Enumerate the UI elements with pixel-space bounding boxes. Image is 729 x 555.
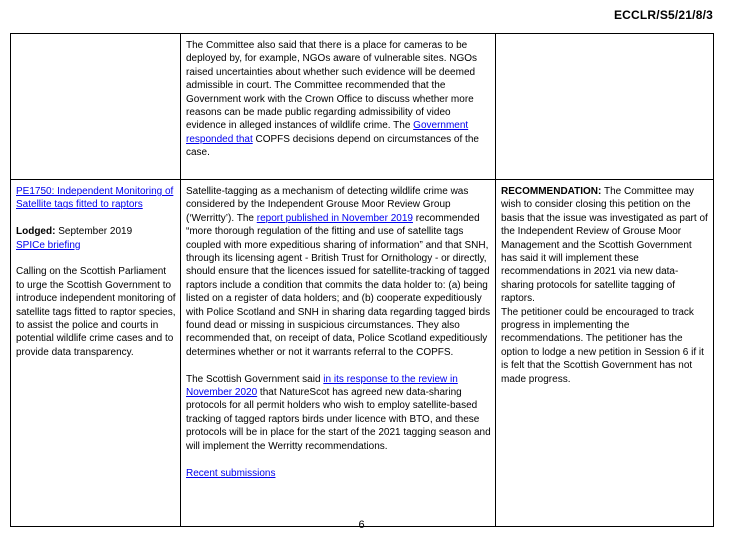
report-november-2019-link[interactable]: report published in November 2019: [256, 212, 413, 224]
text-run: The Scottish Government said: [186, 373, 324, 385]
table-row-pe1750: [11, 180, 714, 527]
recommendation-label: RECOMMENDATION:: [501, 186, 602, 197]
petition-table: [10, 33, 714, 527]
government-responded-link[interactable]: Government responded that: [186, 120, 469, 145]
page-number: 6: [358, 519, 365, 531]
paragraph-recommendation: [501, 185, 709, 306]
table-row-previous-petition: [11, 34, 714, 180]
recent-submissions-link[interactable]: Recent submissions: [186, 467, 276, 479]
paragraph-government-response: [186, 373, 491, 453]
paragraph-petition-title: [16, 185, 176, 212]
paragraph-petition-summary: Calling on the Scottish Parliament to urge the Scottish Government to introduce independent monitoring of satellite tags fitted to raptor species, to assist the police and courts in potential wildlife crime cases and to provide data transparency.: [16, 266, 176, 358]
text-run: Satellite-tagging as a mechanism of detecting wildlife crime was considered by the Independent Grouse Moor Review Group (‘Werritty’). The: [186, 186, 469, 224]
paragraph-werritty-review: [186, 185, 491, 359]
cell-petition-background: [181, 180, 496, 527]
document-reference: ECCLR/S5/21/8/3: [613, 8, 713, 22]
paragraph-recent-submissions: [186, 467, 491, 480]
petition-pe1750-link[interactable]: PE1750: Independent Monitoring of Satellite tags fitted to raptors: [16, 186, 174, 211]
paragraph-petitioner-options: The petitioner could be encouraged to track progress in implementing the recommendations. The petitioner has the option to lodge a new petition in Session 6 if it is felt that the Scottish Government has not made progress.: [501, 306, 704, 385]
lodged-value: September 2019: [55, 226, 133, 238]
paragraph-cameras: [186, 39, 491, 160]
cell-recommendation: [496, 180, 714, 527]
response-november-2020-link[interactable]: in its response to the review in November 2020: [186, 373, 458, 399]
lodged-label: Lodged:: [16, 226, 56, 238]
paragraph-spice-briefing: [16, 239, 176, 252]
paragraph-lodged: [16, 225, 176, 238]
cell-row1-right-empty: [496, 34, 714, 180]
cell-row1-committee-cameras: [181, 34, 496, 180]
text-run: recommended “more thorough regulation of the fitting and use of satellite tags coupled with more expeditious sharing of information” and that SNH, through its licensing agent - British Trust for Ornithology - or directly, should ensure that the licences issued for satellite-tracking of tagged raptors include a condition that commits the data holder to: (a) being listed on a register of data holders; and (b) cooperate expeditiously with Police Scotland and SNH in sharing data regarding tagged birds found dead or missing in suspicious circumstances. They also recommended that, on receipt of data, Police Scotland expeditiously determines whether or not it warrants referral to the COPFS.: [186, 212, 491, 358]
cell-petition-info: [11, 180, 181, 527]
cell-row1-left-empty: [11, 34, 181, 180]
text-run: The Committee may wish to consider closing this petition on the basis that the issue was investigated as part of the Independent Review of Grouse Moor Management and the Scottish Government has said it will implement these recommendations in 2021 via new data-sharing protocols for satellite tagging of raptors.: [501, 186, 708, 305]
text-run: COPFS decisions depend on circumstances of the case.: [186, 133, 479, 159]
text-run: that NatureScot has agreed new data-sharing protocols for all permit holders who wish to employ satellite-based tracking of tagged raptors birds under licence with BTO, and these protocols will be in place for the start of the 2021 tagging season and will implement the Werritty recommendations.: [186, 387, 491, 452]
spice-briefing-link[interactable]: SPICe briefing: [16, 239, 81, 251]
text-run: The Committee also said that there is a place for cameras to be deployed by, for example, NGOs aware of vulnerable sites. NGOs raised uncertainties about whether such evidence will be deemed admissible in court. The Committee recommended that the Government work with the Crown Office to discuss whether more reasons can be made public regarding admissibility of video evidence in alleged instances of wildlife crime. The: [186, 40, 478, 132]
